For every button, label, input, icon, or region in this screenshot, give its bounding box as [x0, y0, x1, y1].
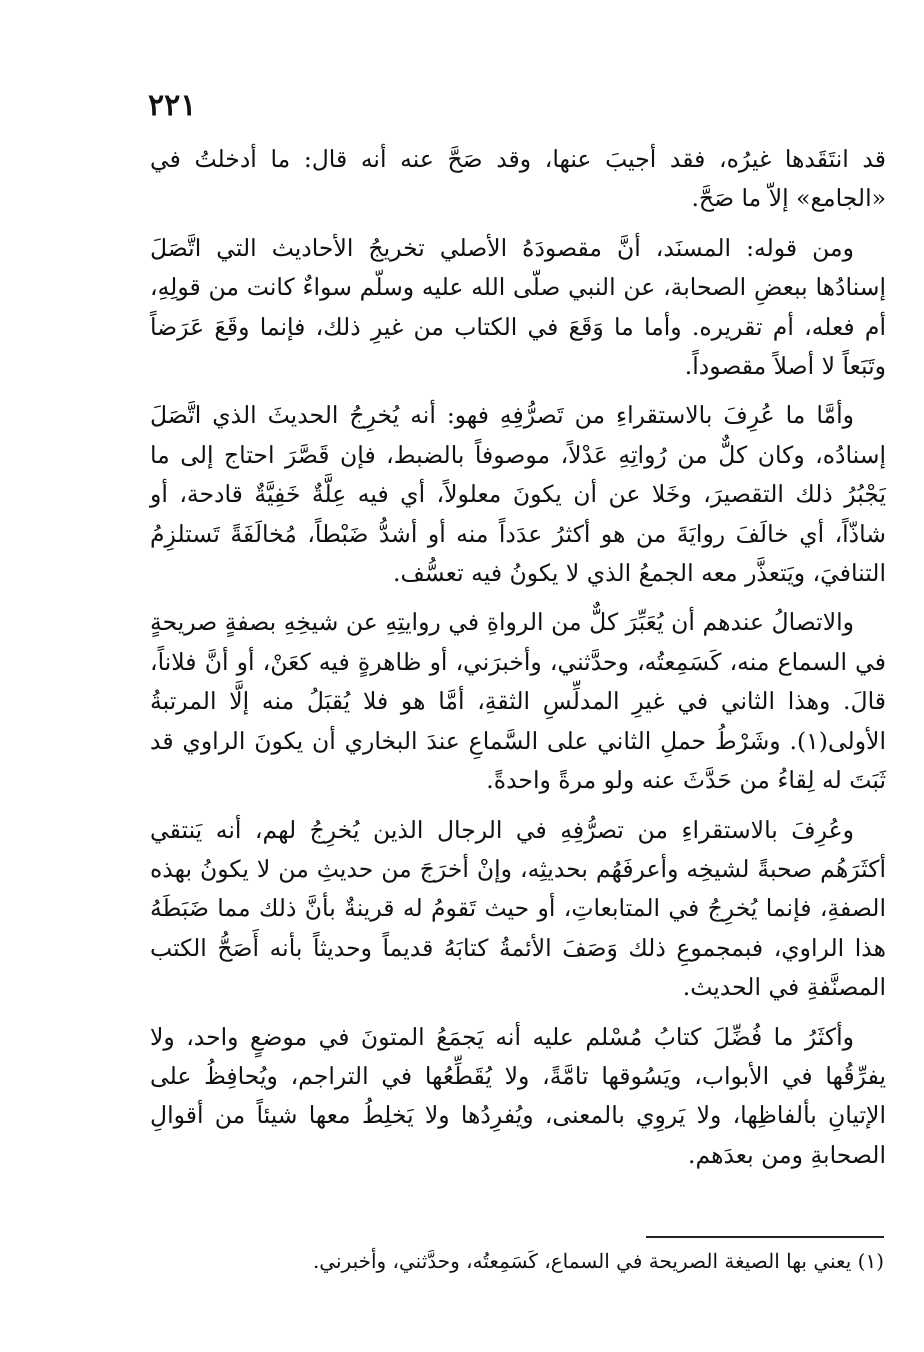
- paragraph-3: وأمَّا ما عُرِفَ بالاستقراءِ من تَصرُّفِهِ فهو: أنه يُخرِجُ الحديثَ الذي اتَّصَلَ إسنادُه، وكان كلٌّ من رُواتِهِ عَدْلاً، موصوفاً بالضبط، فإن قَصَّرَ احتاج إلى ما يَجْبُرُ ذلك التقصيرَ، وخَلا عن أن يكونَ معلولاً، أي فيه عِلَّةٌ خَفِيَّةٌ قادحة، أو شاذّاً، أي خالَفَ روايَةَ من هو أكثرُ عدَداً منه أو أشدُّ ضَبْطاً، مُخالَفَةً تَستلزِمُ التنافيَ، ويَتعذَّر معه الجمعُ الذي لا يكونُ فيه تعسُّف.: [150, 401, 886, 588]
- footnote-divider: [646, 1236, 884, 1238]
- paragraph-2: ومن قوله: المسنَد، أنَّ مقصودَهُ الأصلي تخريجُ الأحاديث التي اتَّصَلَ إسنادُها ببعضِ الصحابة، عن النبي صلّى الله عليه وسلّم سواءٌ كانت من قولِهِ، أم فعله، أم تقريره. وأما ما وَقَعَ في الكتاب من غيرِ ذلك، فإنما وقَعَ عَرَضاً وتَبَعاً لا أصلاً مقصوداً.: [150, 233, 886, 381]
- paragraph-6: وأكثَرُ ما فُضِّلَ كتابُ مُسْلم عليه أنه يَجمَعُ المتونَ في موضعٍ واحد، ولا يفرِّقُها في الأبواب، ويَسُوقها تامَّةً، ولا يُقَطِّعُها في التراجم، ويُحافِظُ على الإتيانِ بألفاظِها، ولا يَروِي بالمعنى، ويُفرِدُها ولا يَخلِطُ معها شيئاً من أقوالِ الصحابةِ ومن بعدَهم.: [150, 1022, 886, 1169]
- paragraph-1: قد انتَقَدها غيرُه، فقد أجيبَ عنها، وقد صَحَّ عنه أنه قال: ما أدخلتُ في «الجامع» إلاّ ما صَحَّ.: [150, 145, 886, 213]
- paragraph-4: والاتصالُ عندهم أن يُعَبِّرَ كلٌّ من الرواةِ في روايتِهِ عن شيخِهِ بصفةٍ صريحةٍ في السماع منه، كَسَمِعتُه، وحدَّثني، وأخبرَني، أو ظاهرةٍ فيه كعَنْ، أو أنَّ فلاناً، قالَ. وهذا الثاني في غيرِ المدلِّسِ الثقةِ، أمَّا هو فلا يُقبَلُ منه إلَّا المرتبةُ الأولى(١). وشَرْطُ حملِ الثاني على السَّماعِ عندَ البخاري أن يكونَ الراوي قد ثَبَتَ له لِقاءُ من حَدَّثَ عنه ولو مرةً واحدةً.: [150, 608, 886, 795]
- main-text: [150, 140, 886, 1185]
- footnote: (١) يعني بها الصيغة الصريحة في السماع، كَسَمِعتُه، وحدَّثني، وأخبرني.: [312, 1249, 884, 1273]
- page-number: ٢٢١: [148, 88, 197, 123]
- paragraph-5: وعُرِفَ بالاستقراءِ من تصرُّفِهِ في الرجال الذين يُخرِجُ لهم، أنه يَنتقي أكثَرَهُم صحبةً لشيخِه وأعرفَهُم بحديثِه، وإنْ أخرَجَ من حديثِ من لا يكونُ بهذه الصفةِ، فإنما يُخرِجُ في المتابعاتِ، أو حيث تَقومُ له قرينةٌ بأنَّ ذلك مما ضَبَطَهُ هذا الراوي، فبمجموعِ ذلك وَصَفَ الأئمةُ كتابَهُ قديماً وحديثاً بأنه أَصَحُّ الكتب المصنَّفةِ في الحديث.: [150, 815, 886, 1002]
